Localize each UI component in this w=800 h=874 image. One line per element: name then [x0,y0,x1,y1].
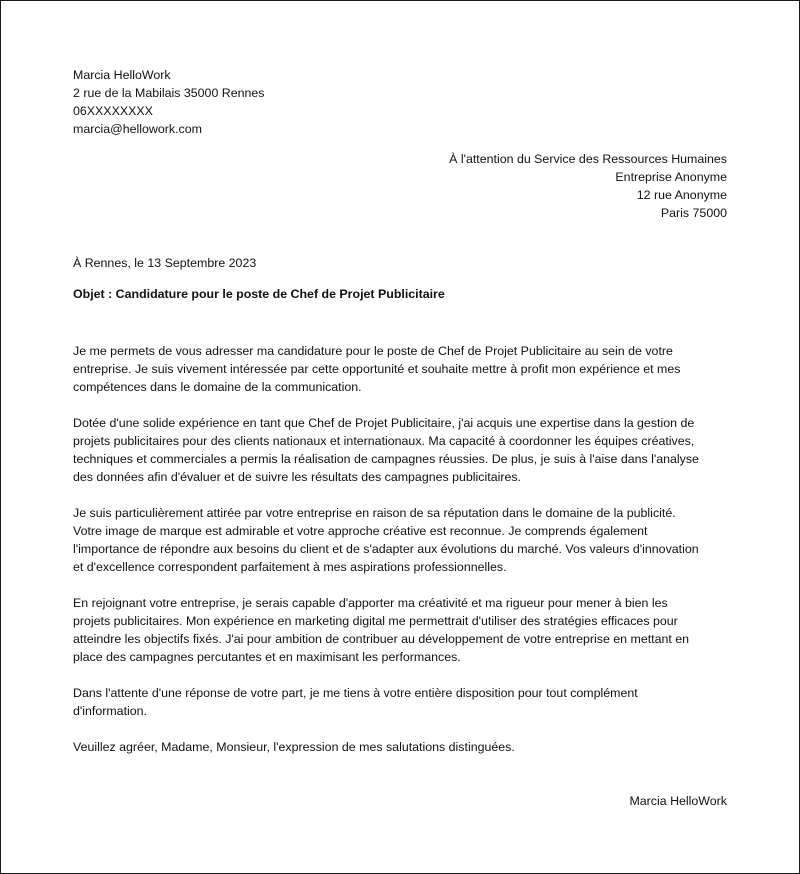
sender-block [73,66,265,138]
paragraph-line: Dotée d'une solide expérience en tant que Chef de Projet Publicitaire, j'ai acquis une expertise dans la gestion de [73,416,695,430]
date-line: À Rennes, le 13 Septembre 2023 [73,256,257,270]
paragraph-line: atteindre les objectifs fixés. J'ai pour ambition de contribuer au développement de votre entreprise en mettant en [73,632,690,646]
paragraph-line: En rejoignant votre entreprise, je serais capable d'apporter ma créativité et ma rigueur pour mener à bien les [73,596,668,610]
paragraph-line: techniques et commerciales a permis la réalisation de campagnes réussies. De plus, je suis à l'aise dans l'analyse [73,452,699,466]
paragraph-line: Je me permets de vous adresser ma candidature pour le poste de Chef de Projet Publicitaire au sein de votre [73,344,673,358]
recipient-company: Entreprise Anonyme [615,170,727,184]
paragraph-line: projets publicitaires. Mon expérience en marketing digital me permettrait d'utiliser des stratégies efficaces pour [73,614,678,628]
paragraph-line: Dans l'attente d'une réponse de votre part, je me tiens à votre entière disposition pour tout complément [73,686,638,700]
paragraph-line: Je suis particulièrement attirée par votre entreprise en raison de sa réputation dans le domaine de la publicité. [73,506,676,520]
recipient-block [449,150,727,222]
paragraph-line: l'importance de répondre aux besoins du client et de s'adapter aux évolutions du marché. Vos valeurs d'innovation [73,542,699,556]
recipient-city: Paris 75000 [660,206,727,220]
paragraph-line: place des campagnes percutantes et en maximisant les performances. [73,650,461,664]
sender-address: 2 rue de la Mabilais 35000 Rennes [73,86,265,100]
recipient-street: 12 rue Anonyme [636,188,727,202]
paragraph-1 [73,342,733,396]
paragraph-line: projets publicitaires pour des clients nationaux et internationaux. Ma capacité à coordonner les équipes créatives, [73,434,695,448]
closing-paragraph [73,738,733,756]
paragraph-line: d'information. [73,704,147,718]
paragraph-line: et d'excellence correspondent parfaitement à mes aspirations professionnelles. [73,560,507,574]
subject-line: Objet : Candidature pour le poste de Chef de Projet Publicitaire [73,287,445,301]
paragraph-3 [73,504,733,576]
sender-phone: 06XXXXXXXX [73,104,153,118]
sender-name: Marcia HelloWork [73,68,171,82]
recipient-attention: À l'attention du Service des Ressources Humaines [449,152,727,166]
paragraph-line: entreprise. Je suis vivement intéressée par cette opportunité et souhaite mettre à profit mon expérience et mes [73,362,681,376]
paragraph-5 [73,684,733,720]
paragraph-2 [73,414,733,486]
paragraph-line: Votre image de marque est admirable et votre approche créative est reconnue. Je comprends également [73,524,648,538]
paragraph-4 [73,594,733,666]
paragraph-line: compétences dans le domaine de la communication. [73,380,362,394]
paragraph-line: des données afin d'évaluer et de suivre les résultats des campagnes publicitaires. [73,470,521,484]
signature: Marcia HelloWork [629,794,727,808]
paragraph-line: Veuillez agréer, Madame, Monsieur, l'expression de mes salutations distinguées. [73,740,515,754]
sender-email: marcia@hellowork.com [73,122,202,136]
